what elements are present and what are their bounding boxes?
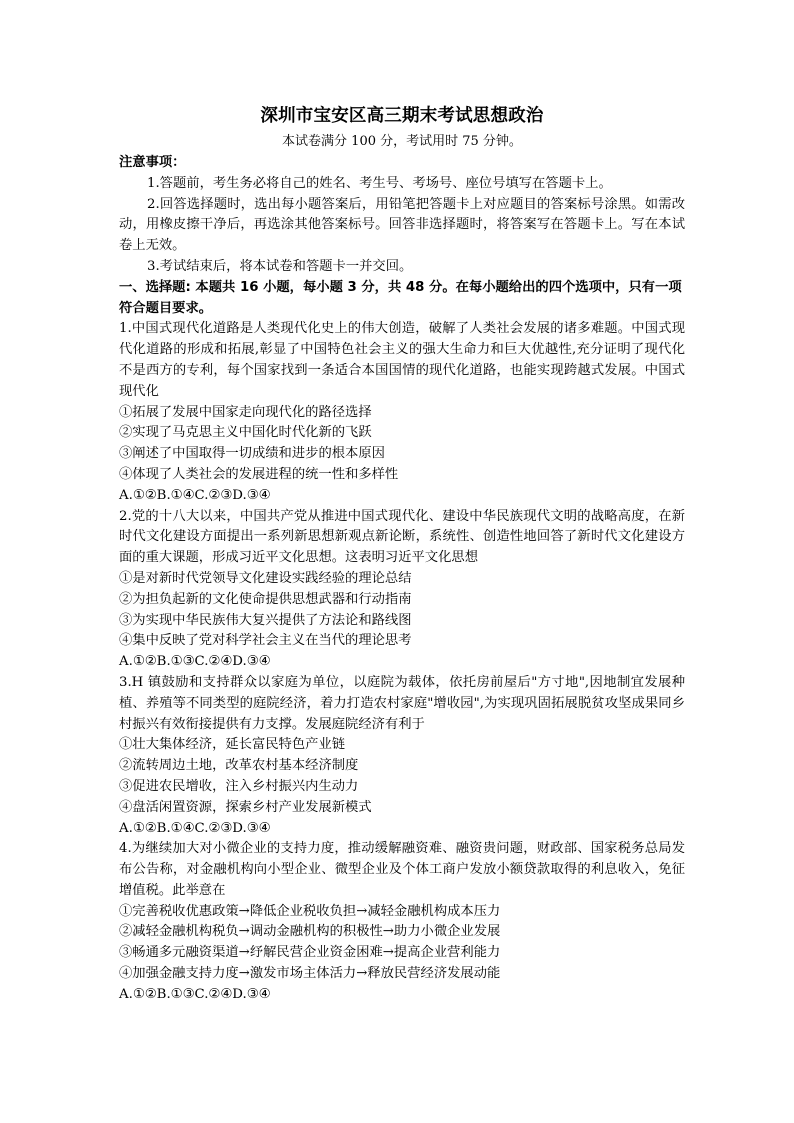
option-1: ①完善税收优惠政策→降低企业税收负担→减轻金融机构成本压力 xyxy=(119,903,501,919)
option-2: ②流转周边土地，改革农村基本经济制度 xyxy=(119,758,359,774)
question-1 xyxy=(119,319,685,506)
page-title: 深圳市宝安区高三期末考试思想政治 xyxy=(260,106,544,126)
question-stem: 3.H 镇鼓励和支持群众以家庭为单位，以庭院为载体，依托房前屋后"方寸地",因地制宜发展种植、养殖等不同类型的庭院经济，着力打造农村家庭"增收园",为实现巩固拓展脱贫攻坚成果同乡村振兴有效衔接提供有力支撑。发展庭院经济有利于 xyxy=(119,674,685,732)
question-3 xyxy=(119,673,685,839)
answer-choices: A.①②B.①④C.②③D.③④ xyxy=(119,487,271,503)
answer-choices: A.①②B.①③C.②④D.③④ xyxy=(119,986,271,1002)
question-2 xyxy=(119,507,685,673)
question-stem: 2.党的十八大以来，中国共产党从推进中国式现代化、建设中华民族现代文明的战略高度，在新时代文化建设方面提出一系列新思想新观点新论断，系统性、创造性地回答了新时代文化建设方面的重大课题，形成习近平文化思想。这表明习近平文化思想 xyxy=(119,508,685,566)
option-4: ④加强金融支持力度→激发市场主体活力→释放民营经济发展动能 xyxy=(119,966,501,982)
answer-choices: A.①②B.①③C.②④D.③④ xyxy=(119,654,271,670)
question-stem: 4.为继续加大对小微企业的支持力度，推动缓解融资难、融资贵问题，财政部、国家税务总局发布公告称，对金融机构向小型企业、微型企业及个体工商户发放小额贷款取得的利息收入，免征增值税。此举意在 xyxy=(119,841,685,898)
option-1: ①是对新时代党领导文化建设实践经验的理论总结 xyxy=(119,570,412,586)
option-3: ③为实现中华民族伟大复兴提供了方法论和路线图 xyxy=(119,612,412,628)
notice-item: 2.回答选择题时，选出每小题答案后，用铅笔把答题卡上对应题目的答案标号涂黑。如需改动，用橡皮擦干净后，再选涂其他答案标号。回答非选择题时，将答案写在答题卡上。写在本试卷上无效。 xyxy=(119,196,685,254)
option-3: ③畅通多元融资渠道→纾解民营企业资金困难→提高企业营利能力 xyxy=(119,945,501,961)
exam-page xyxy=(119,103,685,1006)
notice-heading: 注意事项： xyxy=(119,155,186,170)
option-2: ②为担负起新的文化使命提供思想武器和行动指南 xyxy=(119,591,412,607)
question-stem: 1.中国式现代化道路是人类现代化史上的伟大创造，破解了人类社会发展的诸多难题。中国式现代化道路的形成和拓展,彰显了中国特色社会主义的强大生命力和巨大优越性,充分证明了现代化不是西方的专利，每个国家找到一条适合本国国情的现代化道路，也能实现跨越式发展。中国式现代化 xyxy=(119,321,685,399)
option-2: ②实现了马克思主义中国化时代化新的飞跃 xyxy=(119,425,372,441)
question-4 xyxy=(119,839,685,1005)
option-3: ③促进农民增收，注入乡村振兴内生动力 xyxy=(119,778,359,794)
option-4: ④盘活闲置资源，探索乡村产业发展新模式 xyxy=(119,799,372,815)
notice-item: 1.答题前，考生务必将自己的姓名、考生号、考场号、座位号填写在答题卡上。 xyxy=(147,175,612,191)
exam-info: 本试卷满分 100 分，考试用时 75 分钟。 xyxy=(282,134,522,149)
option-1: ①拓展了发展中国家走向现代化的路径选择 xyxy=(119,404,372,420)
notice-item: 3.考试结束后，将本试卷和答题卡一并交回。 xyxy=(147,258,413,274)
option-1: ①壮大集体经济，延长富民特色产业链 xyxy=(119,737,346,753)
section-heading: 一、选择题: 本题共 16 小题，每小题 3 分，共 48 分。在每小题给出的四个选项中，只有一项符合题目要求。 xyxy=(119,279,682,316)
answer-choices: A.①②B.①④C.②③D.③④ xyxy=(119,820,271,836)
option-4: ④集中反映了党对科学社会主义在当代的理论思考 xyxy=(119,633,412,649)
option-3: ③阐述了中国取得一切成绩和进步的根本原因 xyxy=(119,446,385,462)
option-2: ②减轻金融机构税负→调动金融机构的积极性→助力小微企业发展 xyxy=(119,924,501,940)
option-4: ④体现了人类社会的发展进程的统一性和多样性 xyxy=(119,466,399,482)
